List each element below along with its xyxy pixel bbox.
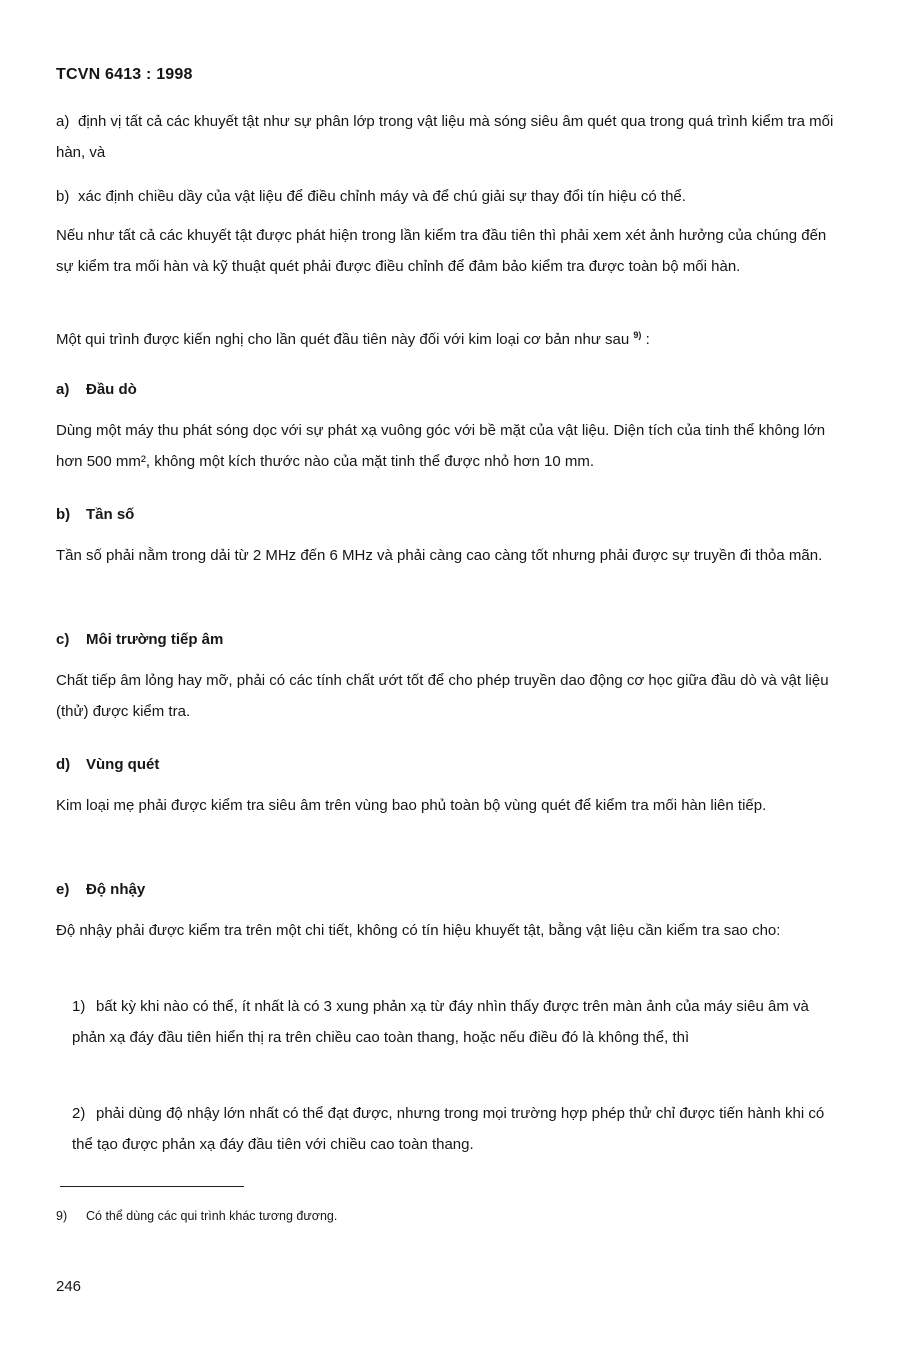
section-heading-scan-zone [56,756,159,773]
list-item-text: bất kỳ khi nào có thể, ít nhất là có 3 xung phản xạ từ đáy nhìn thấy được trên màn ảnh của máy siêu âm và phản xạ đáy đầu tiên hiển thị ra trên chiều cao toàn thang, hoặc nếu điều đó là không thể, thì [72,998,809,1046]
paragraph-defects: Nếu như tất cả các khuyết tật được phát hiện trong lần kiểm tra đầu tiên thì phải xem xét ảnh hưởng của chúng đến sự kiểm tra mối hàn và kỹ thuật quét phải được điều chỉnh để đảm bảo kiểm tra được toàn bộ mối hàn. [56,227,827,275]
list-item-mark: 1) [72,998,86,1015]
section-heading-frequency [56,506,134,523]
section-heading-couplant [56,631,223,648]
section-title: Vùng quét [86,756,160,773]
page-number: 246 [56,1278,82,1295]
section-text-scan-zone: Kim loại mẹ phải được kiểm tra siêu âm trên vùng bao phủ toàn bộ vùng quét để kiểm tra mối hàn liên tiếp. [56,797,767,814]
paragraph-procedure-end: : [641,331,650,348]
section-heading-sensitivity [56,881,145,898]
footnote-reference: 9) [633,330,642,340]
intro-item-a [56,106,842,168]
list-item-text: phải dùng độ nhậy lớn nhất có thể đạt được, nhưng trong mọi trường hợp phép thử chỉ được tiến hành khi có thể tạo được phản xạ đáy đầu tiên với chiều cao toàn thang. [72,1105,825,1153]
footnote-text: Có thể dùng các qui trình khác tương đương. [86,1209,338,1223]
standard-code: TCVN 6413 : 1998 [56,66,193,83]
section-mark: e) [56,881,70,898]
section-mark: d) [56,756,71,773]
section-title: Đầu dò [86,381,137,398]
paragraph-procedure-text: Một qui trình được kiến nghị cho lần quét đầu tiên này đối với kim loại cơ bản như sau [56,331,630,348]
footnote-divider [60,1186,244,1187]
intro-item-b [56,181,842,212]
intro-item-a-text: định vị tất cả các khuyết tật như sự phân lớp trong vật liệu mà sóng siêu âm quét qua trong quá trình kiểm tra mối hàn, và [56,113,834,161]
section-title: Môi trường tiếp âm [86,631,224,648]
section-title: Độ nhậy [86,881,146,898]
section-heading-probe [56,381,137,398]
section-text-couplant: Chất tiếp âm lỏng hay mỡ, phải có các tính chất ướt tốt để cho phép truyền dao động cơ học giữa đầu dò và vật liệu (thử) được kiểm tra. [56,672,829,720]
section-mark: a) [56,381,70,398]
section-mark: c) [56,631,70,648]
intro-item-b-mark: b) [56,188,70,205]
footnote-mark: 9) [56,1209,68,1223]
section-text-probe: Dùng một máy thu phát sóng dọc với sự phát xạ vuông góc với bề mặt của vật liệu. Diện tích của tinh thể không lớn hơn 500 mm², không một kích thước nào của mặt tinh thể được nhỏ hơn 10 mm. [56,422,826,470]
list-item-mark: 2) [72,1105,86,1122]
footnote [56,1209,337,1223]
paragraph-procedure [56,320,842,355]
section-title: Tần số [86,506,135,523]
intro-item-b-text: xác định chiều dầy của vật liệu để điều chỉnh máy và để chú giải sự thay đổi tín hiệu có thể. [78,188,686,205]
sensitivity-item-1 [72,991,842,1053]
section-text-frequency: Tần số phải nằm trong dải từ 2 MHz đến 6 MHz và phải càng cao càng tốt nhưng phải được sự truyền đi thỏa mãn. [56,547,823,564]
sensitivity-item-2 [72,1098,842,1160]
section-mark: b) [56,506,71,523]
intro-item-a-mark: a) [56,113,70,130]
section-text-sensitivity: Độ nhậy phải được kiểm tra trên một chi tiết, không có tín hiệu khuyết tật, bằng vật liệu cần kiểm tra sao cho: [56,922,781,939]
